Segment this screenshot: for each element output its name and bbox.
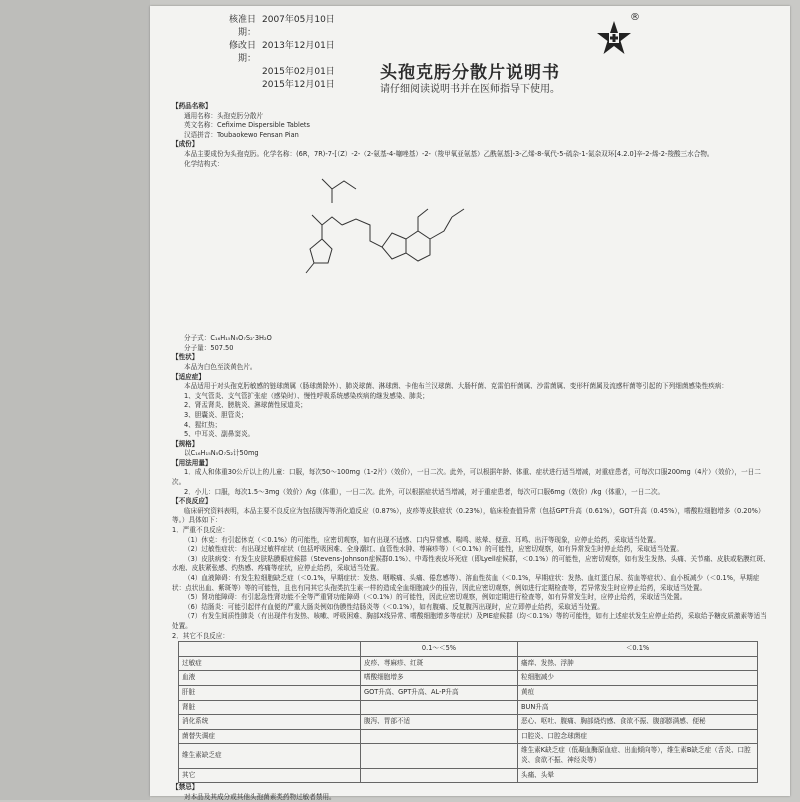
table-cell: 恶心、呕吐、腹痛、胸部烧灼感、食欲不振、腹部膨满感、便秘 xyxy=(518,715,758,730)
section-heading-dosage: 【用法用量】 xyxy=(172,458,212,467)
registered-mark: ® xyxy=(630,12,640,23)
table-row xyxy=(179,656,758,671)
molecular-weight: 分子量：507.50 xyxy=(184,343,234,352)
table-row xyxy=(179,671,758,686)
section-heading-properties: 【性状】 xyxy=(172,353,199,362)
name-line: 英文名称：Cefixime Dispersible Tablets xyxy=(184,121,310,130)
table-row xyxy=(179,768,758,783)
adverse-item: （4）血液障碍：有发生粒细胞缺乏症（＜0.1%，早期症状：发热、咽喉痛、头痛、倦怠感等）、溶血性贫血（＜0.1%，早期症状：发热、血红蛋白尿、贫血等症状）、血小板减少（＜0.1%，早期症状：点状出血、紫斑等）等的可能性，且也有同其它头孢类抗生素一样的造成全血细胞减少的报告，因此应密切观察，例如进行定期检查等，若异常发生时应停止给药，采取适当处置。 xyxy=(172,574,760,592)
table-cell xyxy=(361,729,518,744)
specification-text: 以C₁₆H₁₅N₅O₇S₂计50mg xyxy=(184,449,259,458)
revision-date: 2007年05月10日 xyxy=(262,15,335,25)
table-header-row xyxy=(179,642,758,657)
section-heading-adverse-reactions: 【不良反应】 xyxy=(172,497,212,506)
indication-item: 5、中耳炎、副鼻窦炎。 xyxy=(184,430,255,439)
revision-date: 2015年12月01日 xyxy=(262,80,335,90)
table-cell: 维生素K缺乏症（低凝血酶原血症、出血倾向等），维生素B缺乏症（舌炎、口腔炎、食欲不振、神经炎等） xyxy=(518,744,758,768)
adverse-intro: 临床研究资料表明，本品主要不良反应为包括腹泻等消化道反应（0.87%），皮疹等皮肤症状（0.23%），临床检查值异常（包括GPT升高（0.61%），GOT升高（0.45%），嗜酸粒细胞增多（0.20%）等。）具体如下： xyxy=(172,506,765,525)
chemical-structure xyxy=(172,169,772,334)
adverse-sub-heading: 2．其它不良反应： xyxy=(172,631,229,640)
document-subtitle: 请仔细阅读说明书并在医师指导下使用。 xyxy=(380,84,560,95)
indication-item: 3、胆囊炎、胆管炎； xyxy=(184,410,248,419)
leaflet-sheet xyxy=(150,6,790,801)
adverse-item: （7）有发生间质性肺炎（有出现伴有发热、咳嗽、呼吸困难、胸部X线异常、嗜酸细胞增多等症状）及PIE症候群（均＜0.1%）等的可能性，如有上述症状发生应停止给药，采取给予糖皮质激素等适当处置。 xyxy=(172,612,767,630)
table-cell: 粒细胞减少 xyxy=(518,671,758,686)
table-header-cell: ＜0.1% xyxy=(518,642,758,657)
revision-label: 修改日期： xyxy=(228,41,256,64)
table-cell: 黄疸 xyxy=(518,685,758,700)
table-cell: 过敏症 xyxy=(179,656,361,671)
document-body xyxy=(172,102,772,802)
adverse-item: （6）结肠炎：可能引起伴有血便的严重大肠炎例如伪膜性结肠炎等（＜0.1%），如有腹痛、反复腹泻出现时，应立即停止给药，采取适当处置。 xyxy=(184,602,604,611)
table-header-cell xyxy=(179,642,361,657)
table-cell: 其它 xyxy=(179,768,361,783)
dosage-item: 1．成人和体重30公斤以上的儿童：口服，每次50～100mg（1-2片）（效价），一日二次。此外，可以根据年龄、体重、症状进行适当增减，对重症患者，可每次口服200mg（4片）（效价），一日二次。 xyxy=(172,468,761,487)
table-row xyxy=(179,685,758,700)
chemical-structure-drawing xyxy=(252,169,572,329)
table-cell xyxy=(361,744,518,768)
section-heading-specification: 【规格】 xyxy=(172,439,199,448)
indication-item: 1、支气管炎、支气管扩张症（感染时）、慢性呼吸系统感染疾病的继发感染、肺炎； xyxy=(184,391,429,400)
table-cell: 嗜酸细胞增多 xyxy=(361,671,518,686)
dosage-item: 2．小儿：口服，每次1.5～3mg（效价）/kg（体重），一日二次。此外，可以根据症状适当增减，对于重症患者，每次可口服6mg（效价）/kg（体重），一日二次。 xyxy=(184,487,665,496)
adverse-reactions-table xyxy=(178,641,758,783)
document-title: 头孢克肟分散片说明书 xyxy=(380,63,560,83)
table-row xyxy=(179,729,758,744)
molecular-formula: 分子式：C₁₆H₁₅N₅O₇S₂·3H₂O xyxy=(184,334,272,343)
adverse-item: （1）休克：有引起休克（＜0.1%）的可能性，应密切观察，如有出现不适感、口内异常感、喘鸣、眩晕、便意、耳鸣、出汗等现象，应停止给药，采取适当处置。 xyxy=(184,535,660,544)
indication-item: 4、猩红热； xyxy=(184,420,222,429)
table-cell: 头痛、头晕 xyxy=(518,768,758,783)
table-cell: 皮疹、荨麻疹、红斑 xyxy=(361,656,518,671)
table-cell xyxy=(361,768,518,783)
table-cell: 肝脏 xyxy=(179,685,361,700)
table-row xyxy=(179,700,758,715)
table-cell: GOT升高、GPT升高、AL-P升高 xyxy=(361,685,518,700)
table-cell: 菌替失调症 xyxy=(179,729,361,744)
revision-date: 2013年12月01日 xyxy=(262,41,335,51)
name-line: 通用名称：头孢克肟分散片 xyxy=(184,111,264,120)
revision-date: 2015年02月01日 xyxy=(262,67,335,77)
revision-row xyxy=(216,14,335,40)
table-cell: 维生素缺乏症 xyxy=(179,744,361,768)
composition-text: 本品主要成份为头孢克肟。化学名称：(6R，7R)-7-[（Z）-2-（2-氨基-4-噻唑基）-2-（羧甲氧亚氨基）乙酰氨基]-3-乙烯-8-氧代-5-硫杂-1-氮杂双环[4.2.0]辛-2-烯-2-羧酸三水合物。 xyxy=(184,149,714,158)
background-paper xyxy=(0,0,150,800)
adverse-sub-heading: 1．严重不良反应： xyxy=(172,526,229,535)
table-cell: 瘙痒、发热、浮肿 xyxy=(518,656,758,671)
section-heading-indications: 【适应症】 xyxy=(172,372,205,381)
revision-label: 核准日期： xyxy=(228,15,256,38)
indications-text: 本品适用于对头孢克肟敏感的链球菌属（肠球菌除外）、肺炎球菌、淋球菌、卡他布兰汉球菌、大肠杆菌、克雷伯杆菌属、沙雷菌属、变形杆菌属及流感杆菌等引起的下列细菌感染性疾病： xyxy=(184,382,728,391)
table-row xyxy=(179,744,758,768)
indication-item: 2、肾盂肾炎、膀胱炎、淋球菌性尿道炎； xyxy=(184,401,307,410)
brand-logo-icon xyxy=(596,20,632,56)
section-heading-contraindications: 【禁忌】 xyxy=(172,783,199,792)
table-cell: 肾脏 xyxy=(179,700,361,715)
section-heading-name: 【药品名称】 xyxy=(172,102,212,110)
table-cell xyxy=(361,700,518,715)
table-cell: 血液 xyxy=(179,671,361,686)
adverse-item: （5）肾功能障碍：有引起急性肾功能不全等严重肾功能障碍（＜0.1%）的可能性，因此应密切观察，例如定期进行检查等，如有异常发生时，应停止给药，采取适当处置。 xyxy=(184,593,687,602)
contraindications-text: 对本品及其成分或其他头孢菌素类药物过敏者禁用。 xyxy=(184,792,336,801)
section-heading-composition: 【成份】 xyxy=(172,140,199,149)
name-line: 汉语拼音：Toubaokewo Fensan Pian xyxy=(184,130,299,139)
table-row xyxy=(179,715,758,730)
table-cell: 消化系统 xyxy=(179,715,361,730)
table-cell: BUN升高 xyxy=(518,700,758,715)
table-cell: 腹泻、胃部不适 xyxy=(361,715,518,730)
structure-label: 化学结构式： xyxy=(184,159,224,168)
properties-text: 本品为白色至淡黄色片。 xyxy=(184,362,257,371)
table-cell: 口腔炎、口腔念球菌症 xyxy=(518,729,758,744)
adverse-item: （3）皮肤病变：有发生皮肤粘膜眼症候群（Stevens-Johnson症候群0.1%）、中毒性表皮坏死症（即Lyell症候群，＜0.1%）的可能性，应密切观察，如有发生发热、头痛、关节痛、皮肤或粘膜红斑、水疱、皮肤紧张感、灼热感、疼痛等症状，应停止给药，采取适当处置。 xyxy=(172,554,770,573)
table-header-cell: 0.1～＜5% xyxy=(361,642,518,657)
adverse-item: （2）过敏性症状：有出现过敏样症状（包括呼吸困难、全身潮红、血管性水肿、荨麻疹等）（＜0.1%）的可能性，应密切观察，如有异常发生时停止给药，采取适当处置。 xyxy=(184,545,683,554)
